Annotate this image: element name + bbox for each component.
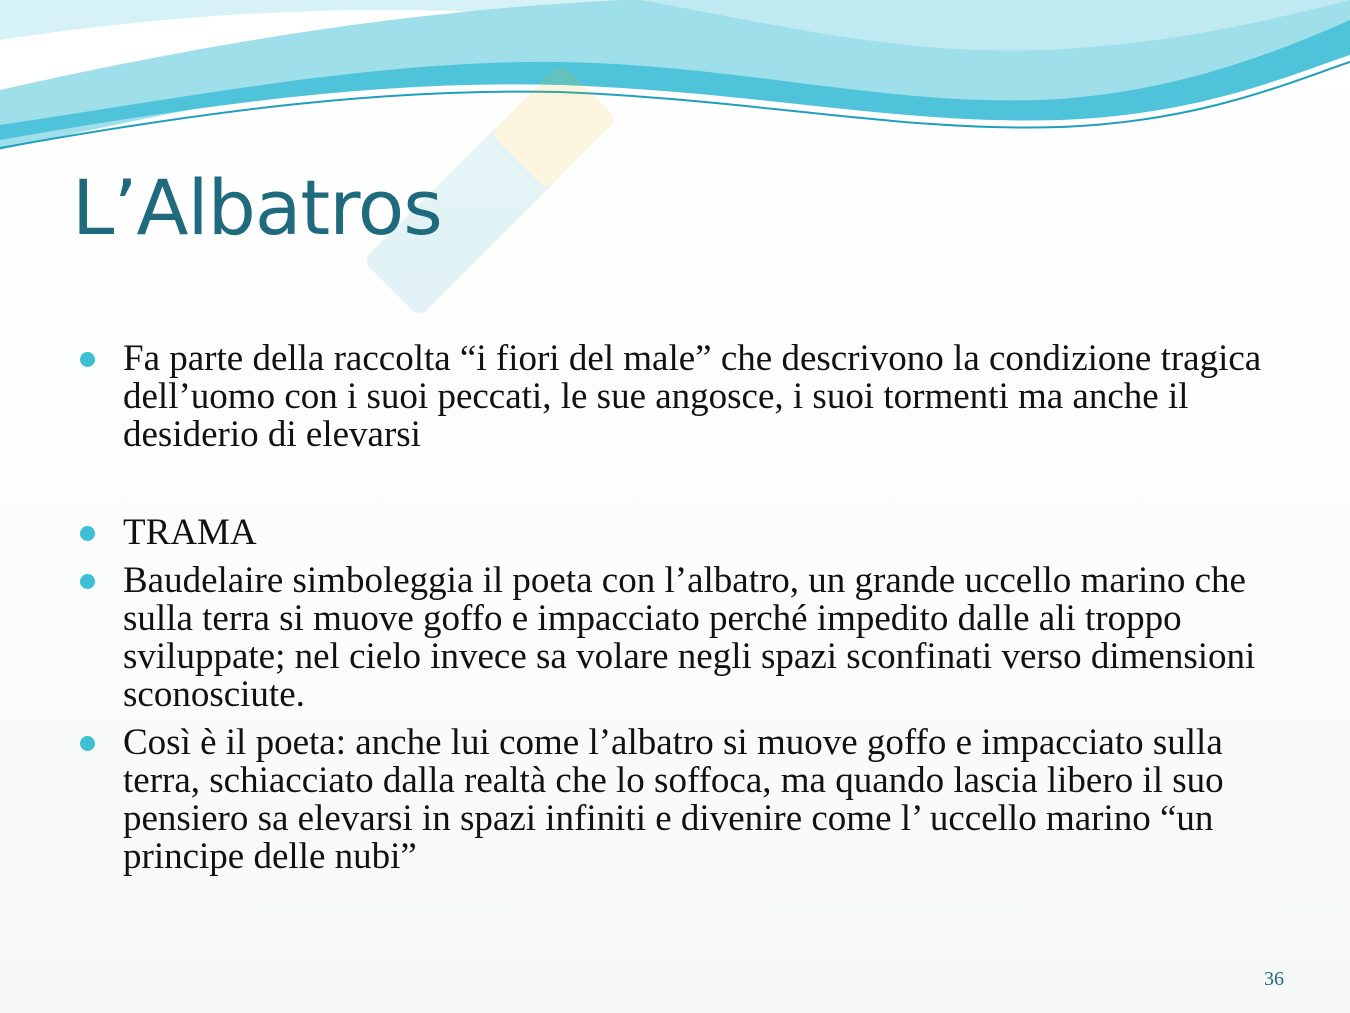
bullet-text: Baudelaire simboleggia il poeta con l’albatro, un grande uccello marino che sulla terra si muove goffo e impacciato perché impedito dalle ali troppo sviluppate; nel cielo invece sa volare negli spazi sconfinati verso dimensioni sconosciute. — [123, 560, 1256, 715]
bullet-item-raccolta — [80, 340, 1280, 454]
bullet-icon — [80, 526, 95, 541]
bullet-icon — [80, 574, 95, 589]
slide-title: L’Albatros — [72, 163, 442, 252]
bullet-item-poeta — [80, 724, 1280, 876]
bullet-item-baudelaire — [80, 562, 1280, 714]
bullet-text: Così è il poeta: anche lui come l’albatro si muove goffo e impacciato sulla terra, schiacciato dalla realtà che lo soffoca, ma quando lascia libero il suo pensiero sa elevarsi in spazi infiniti e divenire come l’ uccello marino “un principe delle nubi” — [123, 722, 1224, 877]
bullet-icon — [80, 736, 95, 751]
page-number: 36 — [1264, 968, 1284, 990]
bullet-text: Fa parte della raccolta “i fiori del male” che descrivono la condizione tragica dell’uomo con i suoi peccati, le sue angosce, i suoi tormenti ma anche il desiderio di elevarsi — [123, 338, 1262, 455]
bullet-item-trama — [80, 514, 1280, 552]
bullet-list — [80, 340, 1280, 876]
wave-banner — [0, 0, 1350, 170]
bullet-text: TRAMA — [123, 512, 257, 553]
bullet-icon — [80, 352, 95, 367]
